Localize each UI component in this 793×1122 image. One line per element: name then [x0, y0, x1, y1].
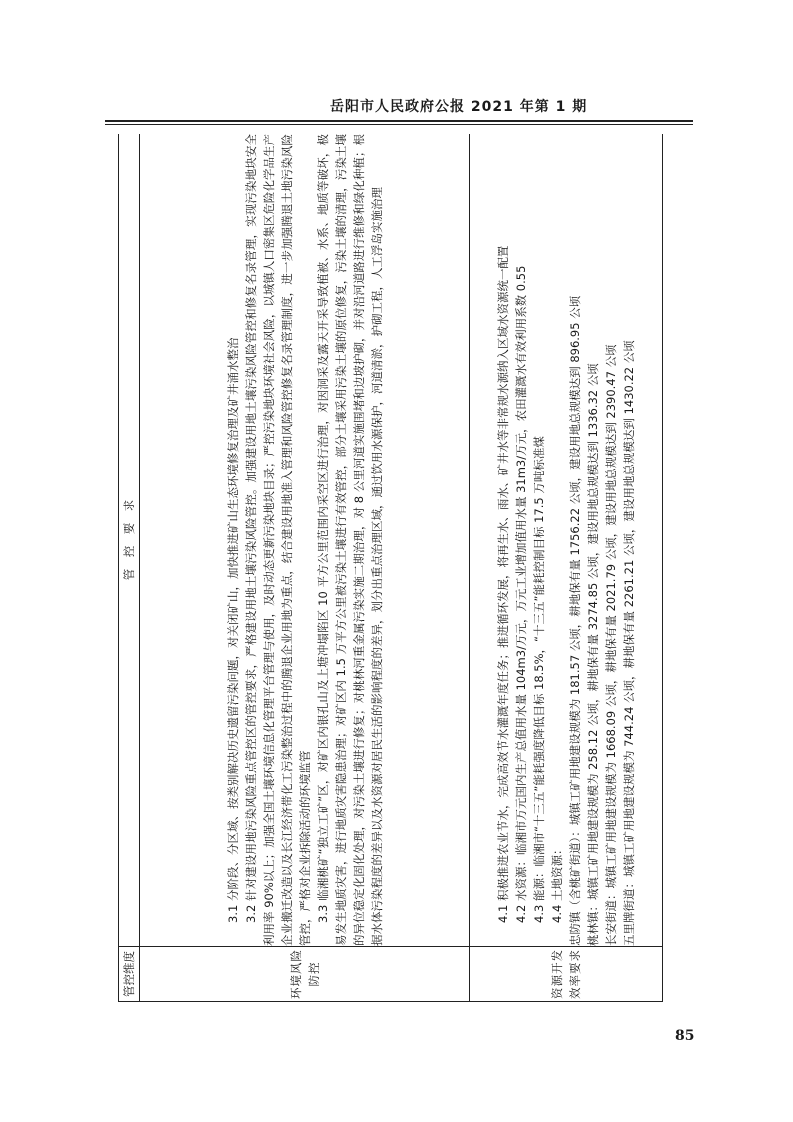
table-row: [470, 134, 663, 1002]
rotated-table-frame: [118, 134, 663, 1002]
table-header-row: [119, 134, 140, 1002]
requirement-paragraph: 4.1 积极推进农业节水，完成高效节水灌溉年度任务；推进循环发展，将再生水、雨水、矿井水等非常规水源纳入区域水资源统一配置: [496, 245, 510, 923]
requirement-paragraph: 4.4 土地资源：: [550, 843, 564, 923]
requirement-paragraph: 3.2 针对建设用地污染风险重点管控区的管控要求，严格建设用地土壤污染风险管控。加强建设用地土壤污染风险管控和修复名录管理，实现污染地块安全利用率 90%以上；加强全国土壤环境信息化管理平台管理与使用，及时动态更新污染地块目录；严控污染地块环境社会风险，以城镇人口密集区危险化学品生产企业搬迁改造以及长江经济带化工污染整治过程中的腾退企业用地为重点，结合建设用地准入管理和风险管控修复名录管理制度，进一步加强腾退土地污染风险管控，严格对企业拆除活动的环境监管: [243, 134, 312, 946]
requirement-paragraph: 4.2 水资源：临湘市万元国内生产总值用水量 104m3/万元，万元工业增加值用水量 31m3/万元，农田灌溉水有效利用系数 0.55: [514, 265, 528, 923]
header-rule-thin: [105, 124, 693, 125]
requirement-paragraph: 桃林镇：城镇工矿用地建设规模为 258.12 公顷，耕地保有量 3274.85 公顷，建设用地总规模达到 1336.32 公顷: [586, 363, 600, 946]
col-header-dimension: 管控维度: [119, 947, 140, 1002]
dimension-cell: 资源开发效率要求: [470, 947, 663, 1002]
table-row: [140, 134, 470, 1002]
requirement-paragraph: 忠防镇（含桃矿街道）：城镇工矿用地建设规模为 181.57 公顷，耕地保有量 1756.22 公顷，建设用地总规模达到 896.95 公顷: [568, 295, 582, 946]
bulletin-header: 岳阳市人民政府公报 2021 年第 1 期: [330, 99, 588, 115]
header-rule: [105, 120, 693, 122]
page-number: 85: [675, 1028, 695, 1044]
requirement-paragraph: 3.3 临湘桃矿“独立工矿”区，对矿区内银孔山及上塘冲塌陷区 10 平方公里范围内采空区进行治理，对因洞采及露天开采导致植被、水系、地质等破坏，极易发生地质灾害，进行地质灾害隐患治理；对矿区内 1.5 万平方公里被污染土壤进行有效管控，部分土壤采用污染土壤的原位修复，污染土壤的清理，污染土壤的异位稳定化固化处理，对污染土壤进行修复；对桃林河重金属污染实施二期治理，对 8 公里河道实施围堵和边坡护砌，并对沿河道路进行维修和绿化种植；根据水体污染程度的差异以及水资源对居民生活的影响程度的差异，划分出重点治理区域，通过饮用水源保护，河道清淤，护砌工程，人工浮岛实施治理: [315, 134, 384, 946]
requirements-cell: [140, 134, 470, 947]
requirement-paragraph: 3.1 分阶段、分区域、按类别解决历史遗留污染问题，对关闭矿山，加快推进矿山生态环境修复治理及矿井涌水整治: [225, 337, 240, 923]
requirement-paragraph: 长安街道：城镇工矿用地建设规模为 1668.09 公顷，耕地保有量 2021.79 公顷，建设用地总规模达到 2390.47 公顷: [604, 344, 618, 946]
requirement-paragraph: 五里牌街道：城镇工矿用地建设规模为 744.24 公顷，耕地保有量 2261.21 公顷，建设用地总规模达到 1430.22 公顷: [622, 340, 636, 946]
dimension-cell: 环境风险防控: [140, 947, 470, 1002]
control-requirements-table: [118, 134, 663, 1002]
col-header-requirements: 管 控 要 求: [119, 134, 140, 947]
requirements-cell: [470, 134, 663, 947]
rotated-table: [118, 134, 663, 1002]
requirement-paragraph: 4.3 能源：临湘市“十三五”能耗强度降低目标 18.5%，“十三五”能耗控制目标 17.5 万吨标准煤: [532, 436, 546, 923]
